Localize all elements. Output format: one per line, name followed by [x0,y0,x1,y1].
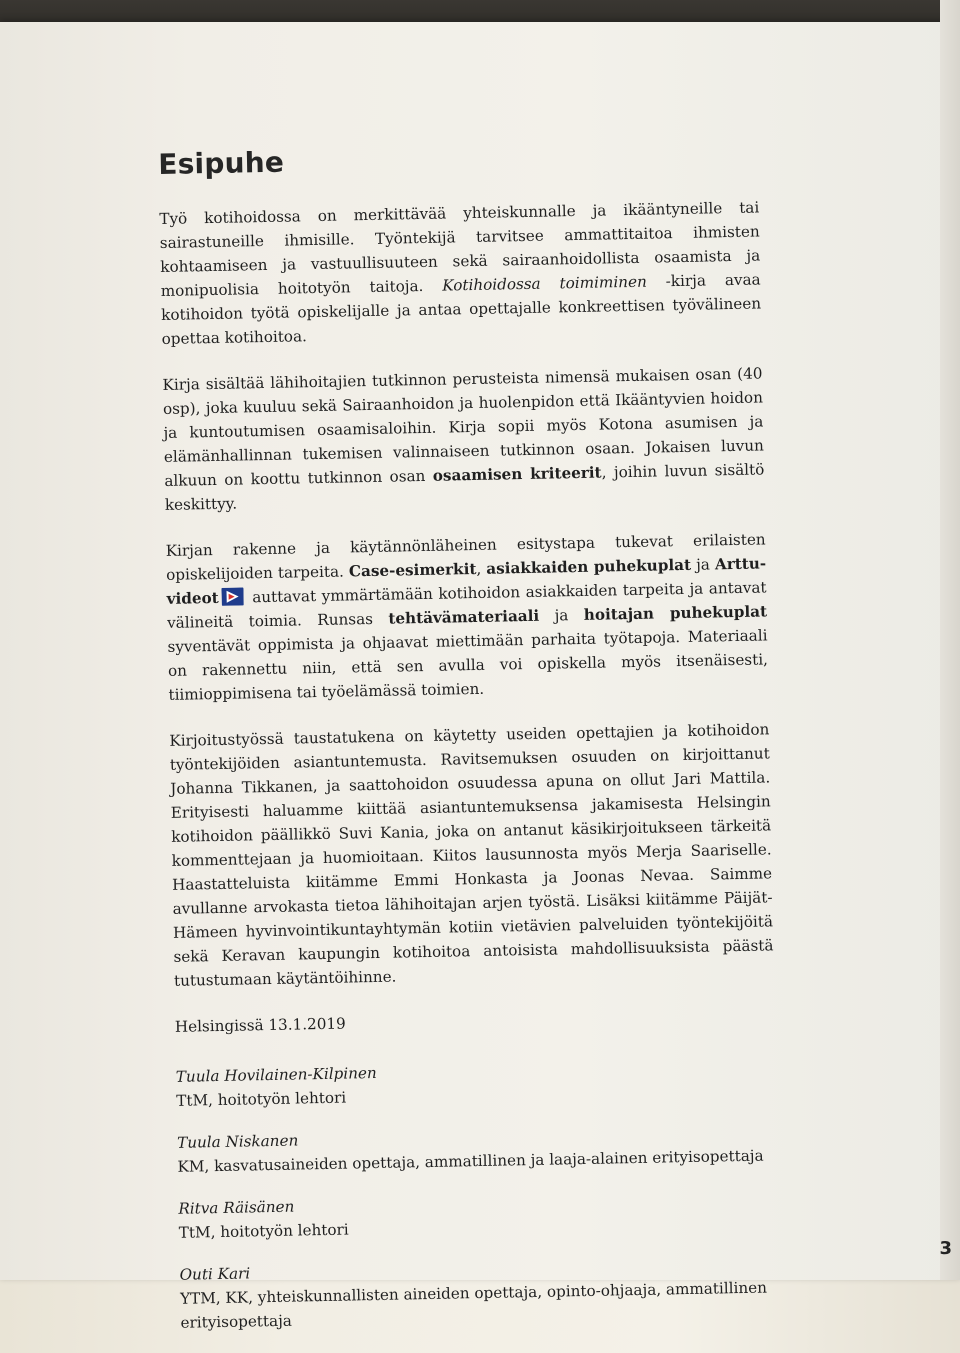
place-date: Helsingissä 13.1.2019 [174,1014,346,1036]
preface-content [158,136,781,1352]
author-title: YTM, KK, yhteiskunnallisten aineiden opettaja, opinto-ohjaaja, ammatillinen erityisopettaja [179,1278,768,1332]
author-block [178,1185,779,1245]
page-title: Esipuhe [158,145,285,181]
paragraph-intro: Työ kotihoidossa on merkittävää yhteiskunnalle ja ikääntyneille tai sairastuneille ihmisille. Työntekijä tarvitsee ammattitaitoa ihmisten kohtaamiseen ja vastuullisuuteen sekä sairaanhoidollista osaamista ja monipuolisia hoitotyön taitoja. Kotihoidossa toimiminen -kirja avaa kotihoidon työtä opiskelijalle ja antaa opettajalle konkreettisen työvälineen opettaa kotihoitoa. [159,198,762,348]
author-block [179,1251,780,1335]
paragraph-contents: Kirja sisältää lähihoitajien tutkinnon perusteista nimensä mukaisen osan (40 osp), joka kuuluu sekä Sairaanhoidon ja huolenpidon että Ikääntyvien hoidon ja kuntoutumisen osaamisaloihin. Kirja sopii myös Kotona asumisen ja elämänhallinnan tukemisen valinnaiseen tutkinnon osaan. Jokaisen luvun alkuun on koottu tutkinnon osan osaamisen kriteerit, joihin luvun sisältö keskittyy. [162,364,765,514]
author-title: KM, kasvatusaineiden opettaja, ammatillinen ja laaja-alainen erityisopettaja [177,1146,764,1176]
book-title: Kotihoidossa toimiminen [442,272,647,295]
author-name: Tuula Niskanen [176,1131,299,1152]
page-edge [940,0,960,1280]
author-block [176,1053,777,1113]
paragraph-structure: Kirjan rakenne ja käytännönläheinen esitystapa tukevat erilaisten opiskelijoiden tarpeita. Case-esimerkit, asiakkaiden puhekuplat ja Arttu-videot auttavat ymmärtämään kotihoidon asiakkaiden tarpeita ja antavat välineitä toimia. Runsas tehtävämateriaali ja hoitajan puhekuplat syventävät oppimista ja ohjaavat miettimään parhaita työtapoja. Materiaali on rakennettu niin, että sen avulla voi opiskella myös itsenäisesti, tiimioppimisena tai työelämässä toimien. [165,530,769,704]
page-number: 3 [939,1238,952,1259]
author-name: Ritva Räisänen [178,1197,295,1218]
author-title: TtM, hoitotyön lehtori [176,1088,347,1110]
play-triangle-icon [221,587,243,605]
author-name: Outi Kari [179,1264,251,1284]
paragraph-acknowledgements: Kirjoitustyössä taustatukena on käytetty useiden opettajien ja kotihoidon työntekijöiden asiantuntemusta. Ravitsemuksen osuuden on kirjoittanut Johanna Tikkanen, ja saattohoidon osuudessa apuna on ollut Jari Mattila. Erityisesti haluamme kiittää asiantuntemuksensa jakamisesta Helsingin kotihoidon päällikkö Suvi Kania, joka on antanut käsikirjoitukseen tärkeitä kommenttejaan ja huomioitaan. Kiitos lausunnosta myös Merja Saariselle. Haastatteluista kiitämme Emmi Honkasta ja Joonas Nevaa. Saimme avullanne arvokasta tietoa lähihoitajan arjen työstä. Lisäksi kiitämme Päijät-Hämeen hyvinvointikuntayhtymän kotiin vietävien palveluiden työntekijöitä sekä Keravan kaupungin kotihoitoa antoisista mahdollisuuksista päästä tutustumaan käytäntöihinne. [169,720,774,990]
author-block [177,1119,778,1179]
author-title: TtM, hoitotyön lehtori [178,1220,349,1242]
author-name: Tuula Hovilainen-Kilpinen [175,1063,377,1086]
